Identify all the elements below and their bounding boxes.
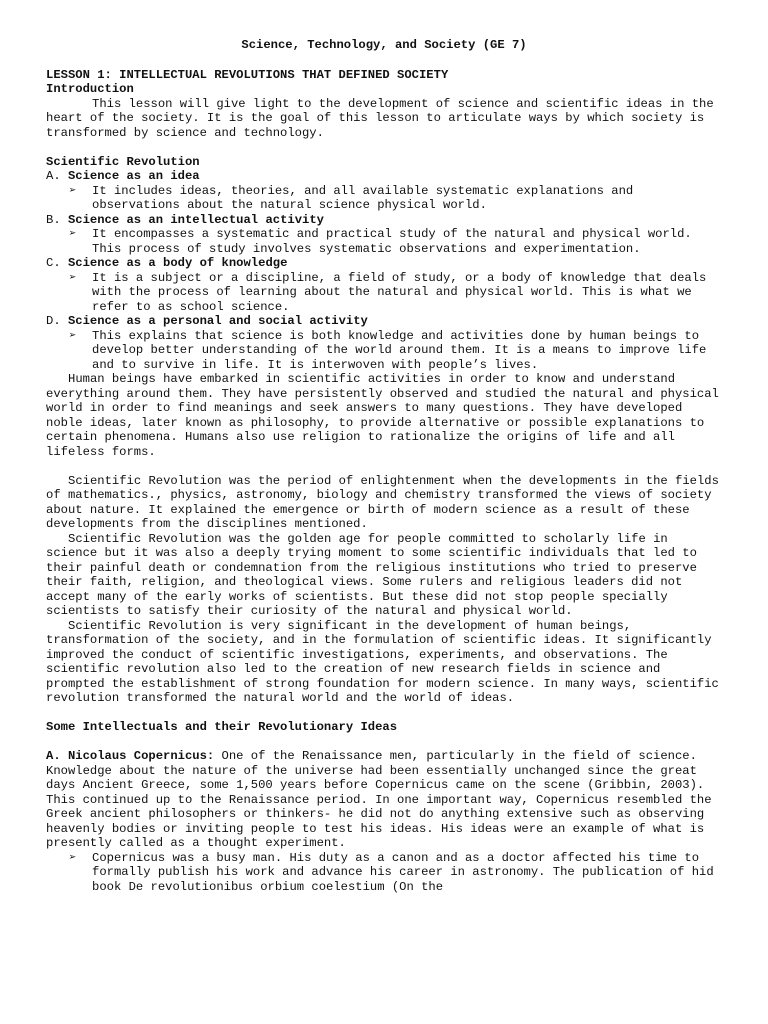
aspect-letter: D. bbox=[46, 314, 61, 328]
aspect-letter: A. bbox=[46, 169, 61, 183]
scientific-revolution-heading: Scientific Revolution bbox=[46, 154, 200, 169]
aspect-letter: C. bbox=[46, 256, 61, 270]
copernicus-bullet bbox=[46, 851, 722, 895]
copernicus-paragraph bbox=[46, 749, 722, 851]
spacer bbox=[46, 140, 722, 155]
arrow-bullet-icon: ➢ bbox=[69, 328, 77, 343]
aspect-bullet-text: This explains that science is both knowledge and activities done by human beings to develop better understanding of the world around them. It is a means to improve life and to survive in life. It is interwoven with people’s lives. bbox=[92, 328, 707, 372]
aspect-item bbox=[46, 213, 722, 257]
aspect-bullet bbox=[46, 329, 722, 373]
intellectuals-heading: Some Intellectuals and their Revolutionary Ideas bbox=[46, 720, 398, 734]
aspect-item bbox=[46, 256, 722, 314]
arrow-bullet-icon: ➢ bbox=[69, 183, 77, 198]
aspect-bullet bbox=[46, 184, 722, 213]
copernicus-label: A. Nicolaus Copernicus: bbox=[46, 749, 215, 763]
human-beings-paragraph: Human beings have embarked in scientific activities in order to know and understand everything around them. They have persistently observed and studied the natural and physical world in order to find meanings and seek answers to many questions. They have developed noble ideas, later known as philosophy, to provide alternative or possible explanations to certain phenomena. Humans also use religion to rationalize the origins of life and all lifeless forms. bbox=[46, 372, 719, 459]
intro-heading: Introduction bbox=[46, 82, 134, 96]
aspect-list bbox=[46, 169, 722, 372]
aspect-item bbox=[46, 314, 722, 372]
aspect-heading bbox=[46, 256, 722, 271]
aspect-bullet-text: It includes ideas, theories, and all available systematic explanations and observations about the natural science physical world. bbox=[92, 183, 634, 212]
arrow-bullet-icon: ➢ bbox=[69, 270, 77, 285]
course-title: Science, Technology, and Society (GE 7) bbox=[241, 38, 527, 52]
aspect-title: Science as an intellectual activity bbox=[67, 212, 324, 227]
scientific-revolution-paragraph-1: Scientific Revolution was the period of enlightenment when the developments in the fields of mathematics., physics, astronomy, biology and chemistry transformed the views of society about nature. It explained the emergence or birth of modern science as a result of these developments from the disciplines mentioned. bbox=[46, 473, 719, 531]
aspect-bullet-text: It is a subject or a discipline, a field of study, or a body of knowledge that deals with the process of learning about the natural and physical world. This is what we refer to as school science. bbox=[92, 270, 707, 314]
aspect-bullet bbox=[46, 271, 722, 315]
lesson-title: LESSON 1: INTELLECTUAL REVOLUTIONS THAT DEFINED SOCIETY bbox=[46, 67, 449, 82]
intro-paragraph: This lesson will give light to the development of science and scientific ideas in the heart of the society. It is the goal of this lesson to articulate ways by which society is transformed by science and technology. bbox=[46, 96, 714, 140]
aspect-title: Science as a body of knowledge bbox=[67, 256, 288, 270]
arrow-bullet-icon: ➢ bbox=[69, 850, 77, 865]
spacer bbox=[46, 735, 722, 750]
aspect-title: Science as an idea bbox=[67, 169, 200, 183]
aspect-letter: B. bbox=[46, 212, 61, 227]
spacer bbox=[46, 706, 722, 721]
copernicus-bullet-text: Copernicus was a busy man. His duty as a canon and as a doctor affected his time to formally publish his work and advance his career in astronomy. The publication of hid book De revolutionibus orbium coelestium (On the bbox=[92, 850, 714, 894]
aspect-heading bbox=[46, 169, 722, 184]
copernicus-text: One of the Renaissance men, particularly in the field of science. Knowledge about the nature of the universe had been essentially unchanged since the great days Ancient Greece, some 1,500 years before Copernicus came on the scene (Gribbin, 2003). This continued up to the Renaissance period. In one important way, Copernicus resembled the Greek ancient philosophers or thinkers- he did not do anything extensive such as observing heavenly bodies or inviting people to test his ideas. His ideas were an example of what is presently called as a thought experiment. bbox=[46, 749, 712, 850]
aspect-title: Science as a personal and social activity bbox=[67, 314, 368, 328]
spacer bbox=[46, 459, 722, 474]
aspect-bullet-text: It encompasses a systematic and practical study of the natural and physical world. This process of study involves systematic observations and experimentation. bbox=[92, 227, 692, 256]
aspect-heading bbox=[46, 314, 722, 329]
aspect-item bbox=[46, 169, 722, 213]
aspect-bullet bbox=[46, 227, 722, 256]
scientific-revolution-paragraph-3: Scientific Revolution is very significant in the development of human beings, transformation of the society, and in the formulation of scientific ideas. It significantly improved the conduct of scientific investigations, experiments, and observations. The scientific revolution also led to the creation of new research fields in science and prompted the establishment of strong foundation for modern science. In many ways, scientific revolution transformed the natural world and the world of ideas. bbox=[46, 618, 719, 705]
scientific-revolution-paragraph-2: Scientific Revolution was the golden age for people committed to scholarly life in science but it was also a deeply trying moment to some scientific individuals that led to their painful death or condemnation from the religious institutions who tried to preserve their faith, religion, and theological views. Some rulers and religious leaders did not accept many of the early works of scientists. But these did not stop people specially scientists to satisfy their curiosity of the natural and physical world. bbox=[46, 531, 697, 618]
aspect-heading bbox=[46, 213, 722, 228]
arrow-bullet-icon: ➢ bbox=[69, 227, 77, 241]
